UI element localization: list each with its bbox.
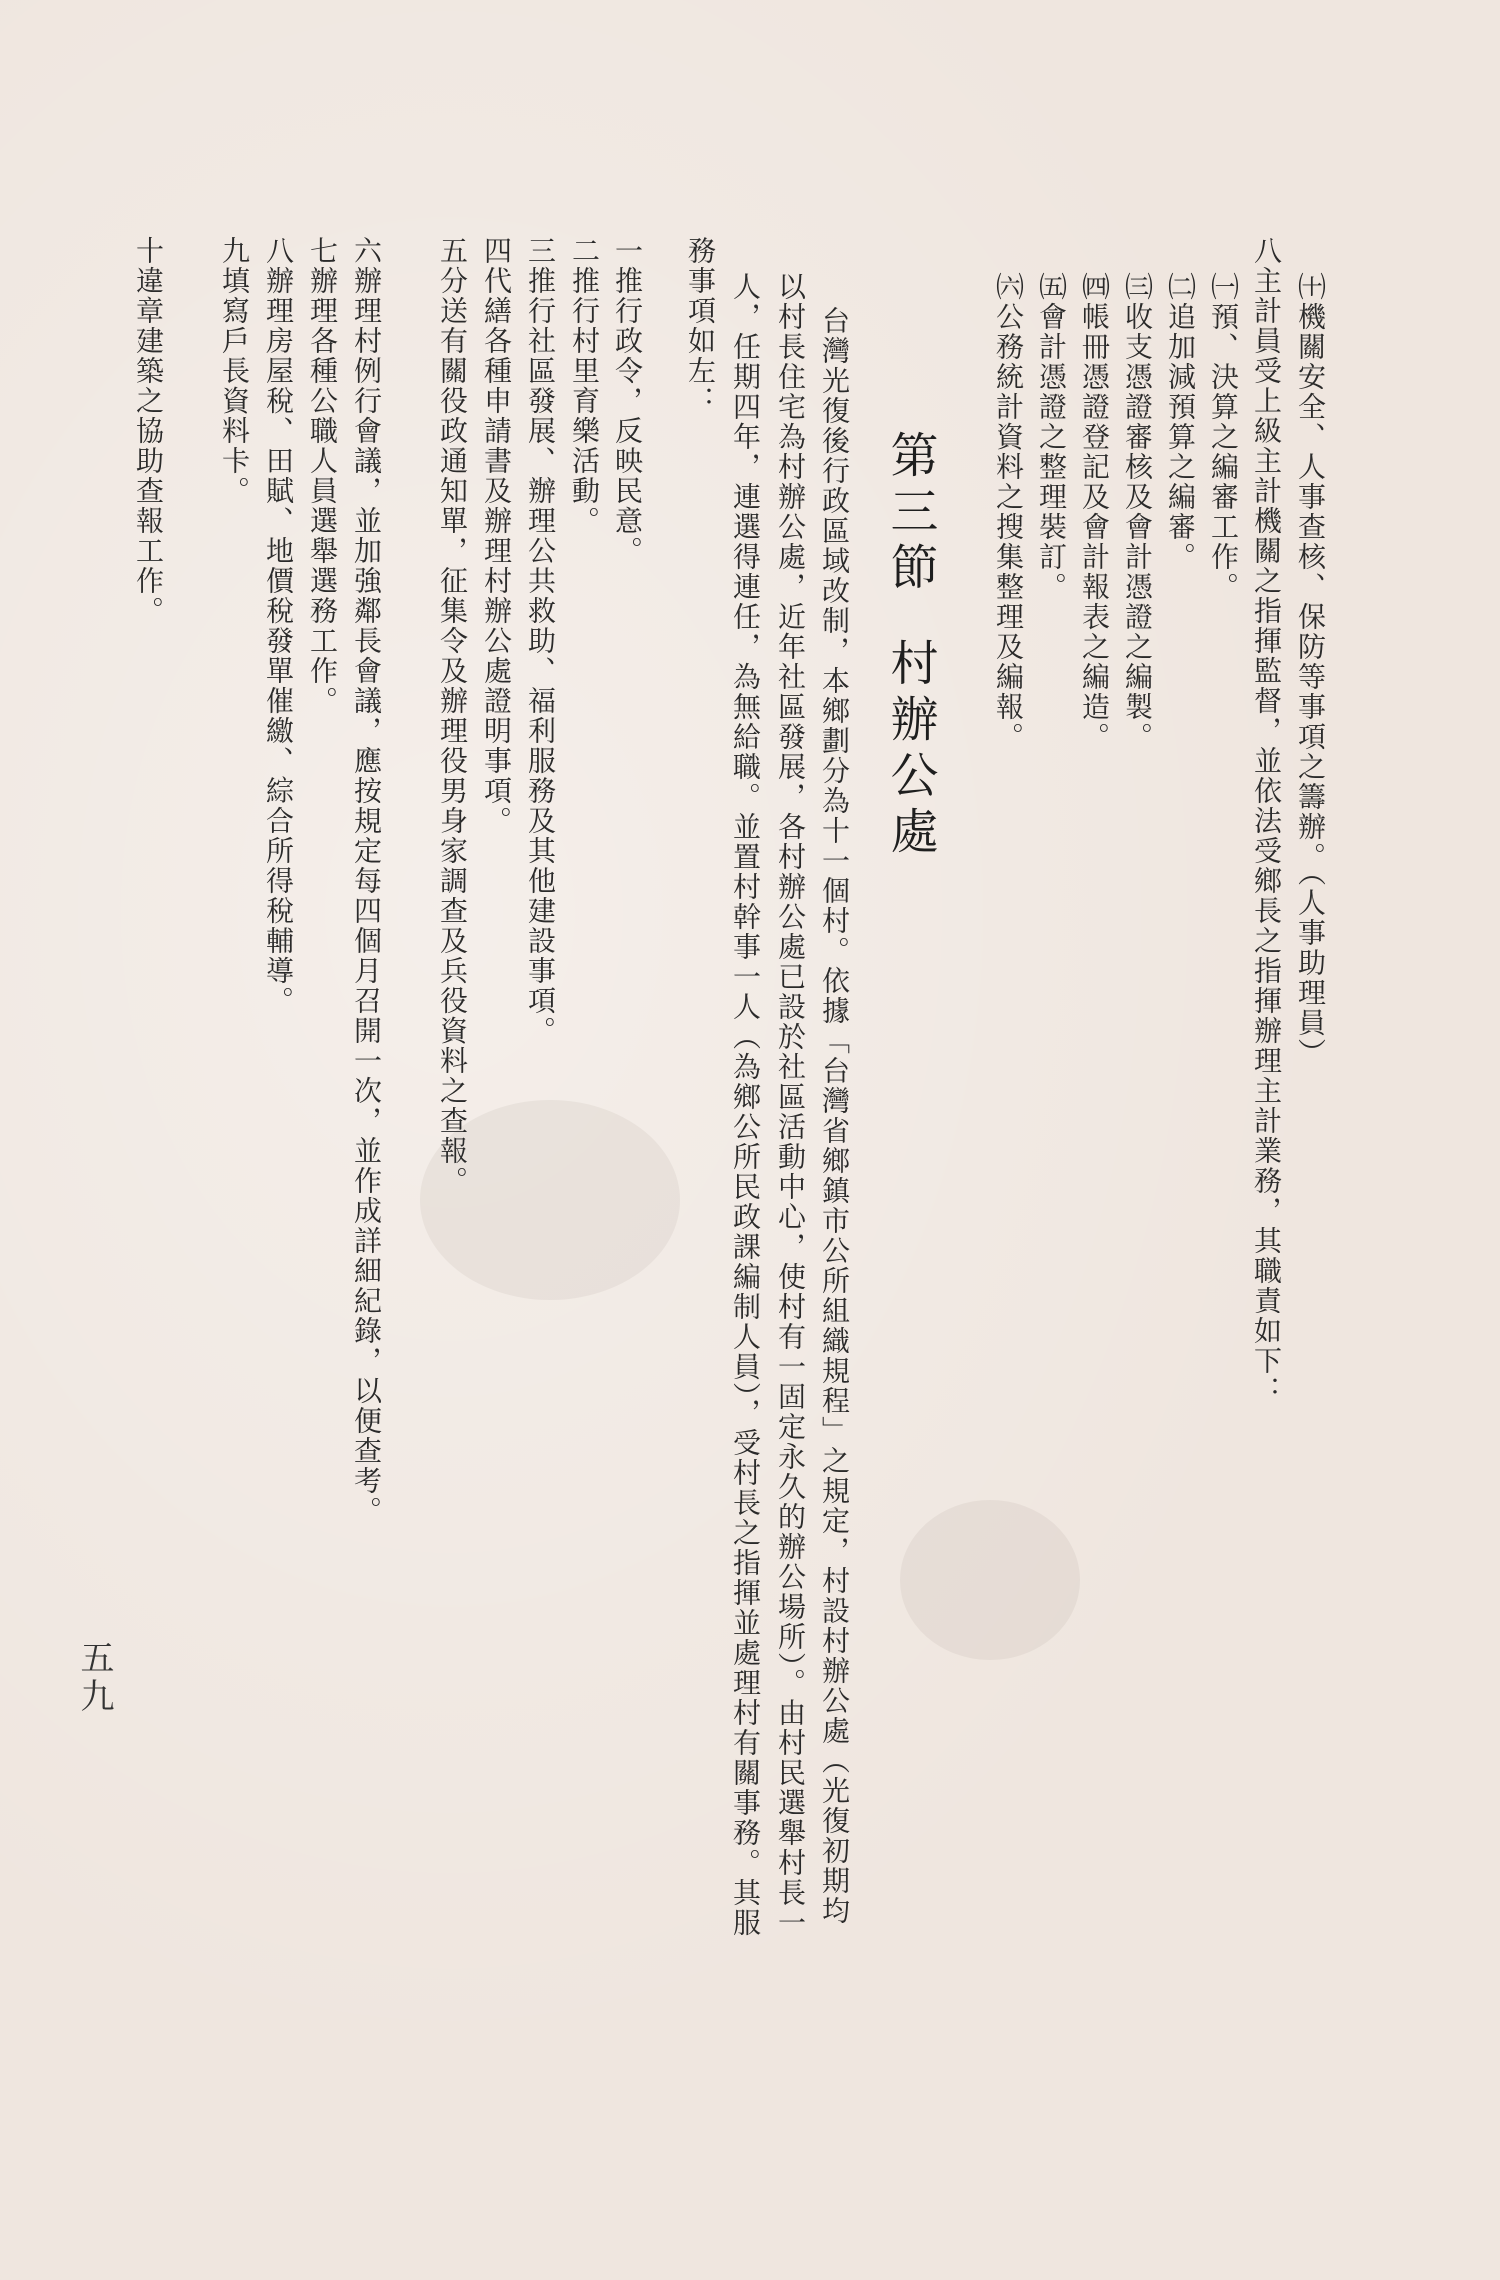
item-ledger-registration: ㈣帳冊憑證登記及會計報表之編造。 [1078,272,1111,752]
duty-item: 九填寫戶長資料卡。 [218,236,251,506]
duty-item: 八辦理房屋稅、田賦、地價稅發單催繳、綜合所得稅輔導。 [262,236,295,1016]
item-voucher-binding: ㈤會計憑證之整理裝訂。 [1035,272,1068,602]
section-title: 村辦公處 [882,638,938,862]
item-supplementary-budget: ㈡追加減預算之編審。 [1164,272,1197,572]
paper-stain [900,1500,1080,1660]
item-statistics-compilation: ㈥公務統計資料之搜集整理及編報。 [992,272,1025,752]
duty-item: 十違章建築之協助查報工作。 [132,236,165,626]
duty-item: 四代繕各種申請書及辦理村辦公處證明事項。 [480,236,513,836]
paragraph-line: 人，任期四年，連選得連任，為無給職。並置村幹事一人（為鄉公所民政課編制人員），受村長之指揮並處理村有關事務。其服 [729,272,762,1938]
duty-item: 二推行村里育樂活動。 [568,236,601,536]
item-voucher-audit: ㈢收支憑證審核及會計憑證之編製。 [1121,272,1154,752]
paragraph-line: 務事項如左： [684,236,717,416]
item-budget-review: ㈠預、決算之編審工作。 [1207,272,1240,602]
paragraph-line: 以村長住宅為村辦公處，近年社區發展，各村辦公處已設於社區活動中心，使村有一固定永久的辦公場所）。由村民選舉村長一 [774,272,807,1938]
section-heading [882,430,938,862]
section-number: 第三節 [882,430,938,598]
paragraph-line: 台灣光復後行政區域改制，本鄉劃分為十一個村。依據「台灣省鄉鎮市公所組織規程」之規定，村設村辦公處（光復初期均 [818,306,851,1926]
duty-item: 五分送有關役政通知單，征集令及辦理役男身家調查及兵役資料之查報。 [436,236,469,1196]
duty-item: 三推行社區發展、辦理公共救助、福利服務及其他建設事項。 [524,236,557,1046]
duty-item: 七辦理各種公職人員選舉選務工作。 [306,236,339,716]
duty-item: 一推行政令，反映民意。 [611,236,644,566]
duty-item: 六辦理村例行會議，並加強鄰長會議，應按規定每四個月召開一次，並作成詳細紀錄，以便查考。 [350,236,383,1526]
item-accounting-duties: 八主計員受上級主計機關之指揮監督，並依法受鄉長之指揮辦理主計業務，其職責如下： [1250,236,1283,1406]
page-number: 五九 [74,1640,114,1716]
item-personnel-security: ㈩機關安全、人事查核、保防等事項之籌辦。（人事助理員） [1294,272,1327,1068]
